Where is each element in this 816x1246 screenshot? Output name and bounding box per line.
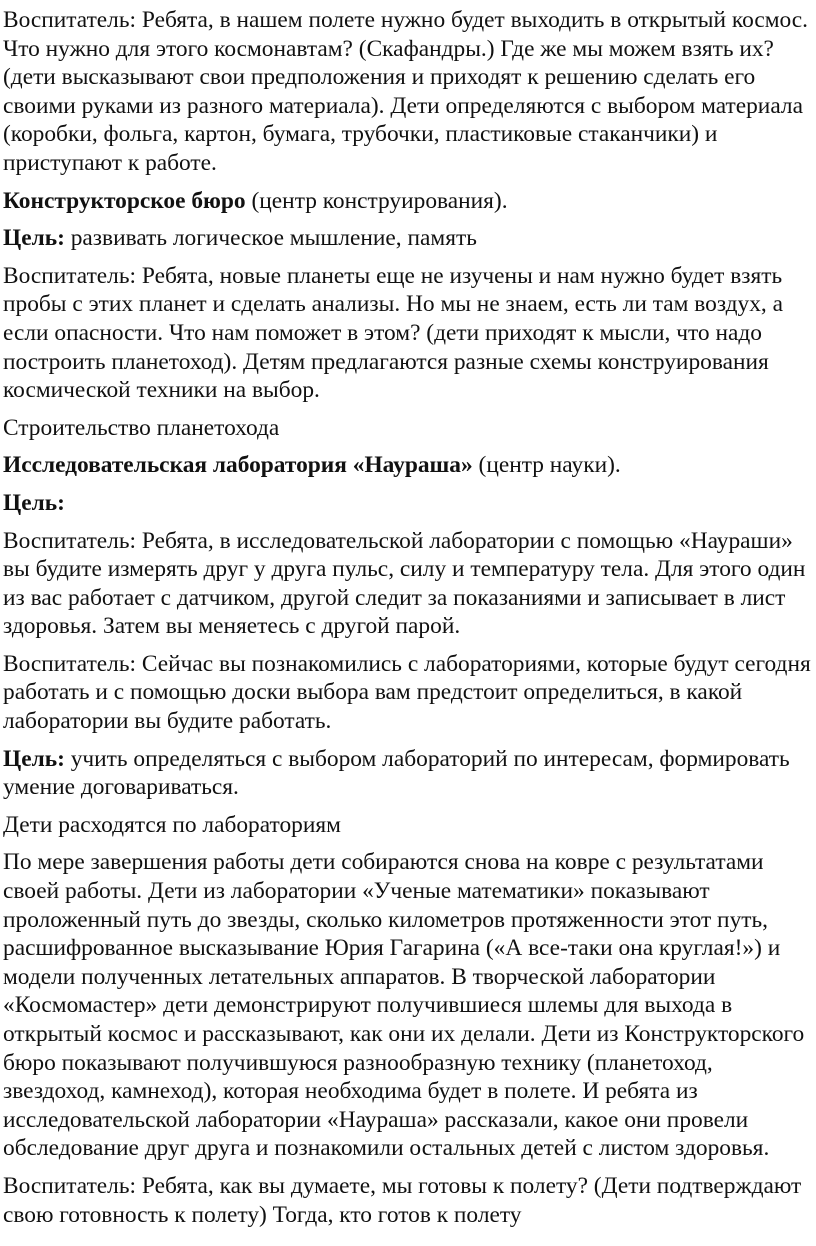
design-bureau-title: Конструкторское бюро: [3, 187, 246, 214]
goal-text: учить определяться с выбором лабораторий по интересам, формировать умение договариваться.: [3, 745, 790, 801]
goal-label: Цель:: [3, 489, 65, 516]
paragraph-design-bureau-heading: [3, 187, 816, 216]
paragraph-ready-to-fly: Воспитатель: Ребята, как вы думаете, мы готовы к полету? (Дети подтверждают свою готовность к полету) Тогда, кто готов к полету: [3, 1172, 802, 1228]
paragraph-naurasha-measure: Воспитатель: Ребята, в исследовательской лаборатории с помощью «Наураши» вы будите измерять друг у друга пульс, силу и температуру тела. Для этого один из вас работает с датчиком, другой следит за показаниями и записывает в лист здоровья. Затем вы меняетесь с другой парой.: [3, 527, 806, 640]
paragraph-rover-building: Строительство планетохода: [3, 414, 280, 441]
paragraph-goal-empty: [3, 489, 816, 518]
goal-text: развивать логическое мышление, память: [64, 225, 477, 252]
research-lab-title: Исследовательская лаборатория «Наураша»: [3, 452, 473, 479]
paragraph-children-disperse: Дети расходятся по лабораториям: [3, 811, 341, 838]
goal-label: Цель:: [3, 745, 65, 772]
paragraph-intro-spacesuits: Воспитатель: Ребята, в нашем полете нужно будет выходить в открытый космос. Что нужно для этого космонавтам? (Скафандры.) Где же мы можем взять их? (дети высказывают свои предположения и приходят к решению сделать его своими руками из разного материала). Дети определяются с выбором материала (коробки, фольга, картон, бумага, трубочки, пластиковые стаканчики) и приступают к работе.: [3, 7, 809, 176]
paragraph-choice-board: Воспитатель: Сейчас вы познакомились с лабораториями, которые будут сегодня работать и с помощью доски выбора вам предстоит определиться, в какой лаборатории вы будите работать.: [3, 650, 811, 735]
paragraph-research-lab-heading: [3, 451, 816, 480]
research-lab-subtitle: (центр науки).: [472, 452, 621, 479]
paragraph-goal-choose: [3, 745, 816, 802]
paragraph-goal-logic: [3, 224, 816, 253]
goal-label: Цель:: [3, 225, 65, 252]
paragraph-results: По мере завершения работы дети собираются снова на ковре с результатами своей работы. Дети из лаборатории «Ученые математики» показывают проложенный путь до звезды, сколько километров протяженности этот путь, расшифрованное высказывание Юрия Гагарина («А все-таки она круглая!») и модели полученных летательных аппаратов. В творческой лаборатории «Космомастер» дети демонстрируют получившиеся шлемы для выхода в открытый космос и рассказывают, как они их делали. Дети из Конструкторского бюро показывают получившуюся разнообразную технику (планетоход, звездоход, камнеход), которая необходима будет в полете. И ребята из исследовательской лаборатории «Наураша» рассказали, какое они провели обследование друг друга и познакомили остальных детей с листом здоровья.: [3, 849, 805, 1162]
design-bureau-subtitle: (центр конструирования).: [245, 187, 508, 214]
paragraph-planets-rover: Воспитатель: Ребята, новые планеты еще не изучены и нам нужно будет взять пробы с этих планет и сделать анализы. Но мы не знаем, есть ли там воздух, а если опасности. Что нам поможет в этом? (дети приходят к мысли, что надо построить планетоход). Детям предлагаются разные схемы конструирования космической техники на выбор.: [3, 262, 783, 404]
